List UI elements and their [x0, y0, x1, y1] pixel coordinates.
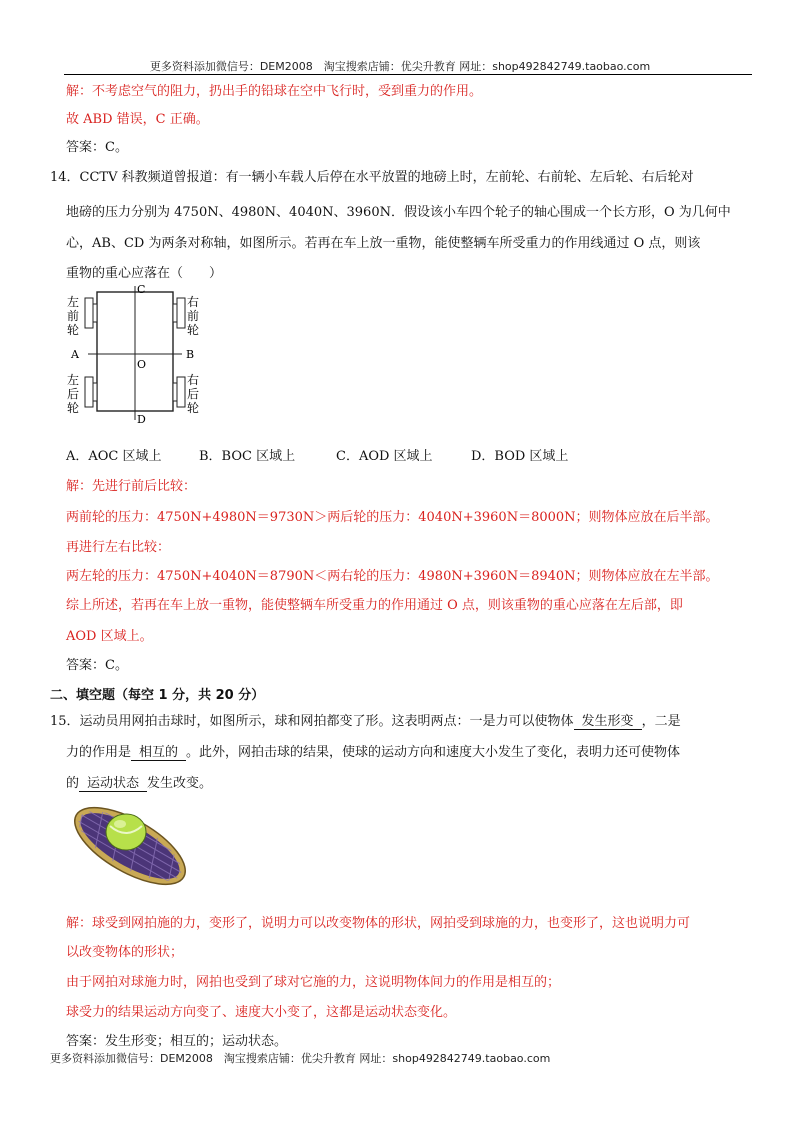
label-left-rear-1: 左 [67, 373, 80, 387]
q13-solution-line1: 解：不考虑空气的阻力，扔出手的铅球在空中飞行时，受到重力的作用。 [66, 84, 483, 99]
q15-stem-c: 力的作用是 [66, 745, 132, 760]
page-header: 更多资料添加微信号：DEM2008 淘宝搜索店铺：优尖升教育 网址：shop492842749.taobao.com [149, 60, 651, 73]
label-c: C [137, 283, 146, 296]
q14-solution-line5: 综上所述，若再在车上放一重物，能使整辆车所受重力的作用通过 O 点，则该重物的重心应落在左后部，即 [66, 598, 683, 613]
q14-option-a: A．AOC 区域上 [66, 449, 162, 464]
q14-stem-line4: 重物的重心应落在（ ） [66, 266, 223, 281]
q14-solution-line3: 再进行左右比较： [66, 540, 171, 555]
q14-solution-line6: AOD 区域上。 [66, 629, 153, 644]
label-right-rear-2: 后 [187, 387, 200, 401]
label-left-front-1: 左 [67, 295, 80, 309]
label-left-rear-3: 轮 [67, 401, 80, 415]
q14-options [66, 445, 568, 464]
q15-stem-f: 发生改变。 [147, 776, 213, 791]
label-d: D [137, 413, 146, 426]
q14-solution-line2: 两前轮的压力：4750N+4980N＝9730N＞两后轮的压力：4040N+3960N＝8000N；则物体应放在后半部。 [66, 510, 719, 525]
q15-solution-line4: 球受力的结果运动方向变了、速度大小变了，这都是运动状态变化。 [66, 1005, 457, 1020]
q15-stem-line2 [66, 741, 680, 761]
label-a: A [71, 348, 79, 361]
left-front-wheel [85, 298, 93, 328]
label-left-front-3: 轮 [67, 323, 80, 337]
q15-answer: 答案：发生形变；相互的；运动状态。 [66, 1034, 288, 1049]
q14-answer: 答案：C。 [66, 658, 128, 673]
label-left-rear-2: 后 [67, 387, 80, 401]
label-right-front-2: 前 [187, 309, 200, 323]
q15-blank-1: 发生形变 [574, 710, 642, 730]
q15-solution-line1: 解：球受到网拍施的力，变形了，说明力可以改变物体的形状，网拍受到球施的力，也变形了，这也说明力可 [66, 916, 691, 931]
right-front-wheel [177, 298, 185, 328]
q15-blank-3: 运动状态 [79, 772, 147, 792]
label-b: B [186, 348, 195, 361]
q14-stem-line2: 地磅的压力分别为 4750N、4980N、4040N、3960N．假设该小车四个轮子的轴心围成一个长方形，O 为几何中 [66, 205, 731, 220]
q15-solution-line2: 以改变物体的形状； [66, 945, 184, 960]
tennis-ball [106, 814, 146, 850]
label-right-front-3: 轮 [187, 323, 200, 337]
q15-solution-line3: 由于网拍对球施力时，网拍也受到了球对它施的力，这说明物体间力的作用是相互的； [66, 975, 561, 990]
label-right-front-1: 右 [187, 295, 200, 309]
label-left-front-2: 前 [67, 309, 80, 323]
q14-option-b: B．BOC 区域上 [199, 449, 296, 464]
q13-solution-line2: 故 ABD 错误，C 正确。 [66, 112, 209, 127]
q15-stem-e: 的 [66, 776, 80, 791]
q14-option-d: D．BOD 区域上 [471, 449, 569, 464]
q15-stem-line1 [50, 710, 681, 730]
q13-answer: 答案：C。 [66, 140, 128, 155]
right-rear-wheel [177, 377, 185, 407]
page-footer: 更多资料添加微信号：DEM2008 淘宝搜索店铺：优尖升教育 网址：shop492842749.taobao.com [50, 1052, 551, 1065]
q14-option-c: C．AOD 区域上 [336, 449, 433, 464]
car-wheel-diagram [60, 282, 205, 427]
q15-stem-d: 。此外，网拍击球的结果，使球的运动方向和速度大小发生了变化，表明力还可使物体 [186, 745, 681, 760]
header-divider [64, 74, 752, 75]
label-right-rear-3: 轮 [187, 401, 200, 415]
q15-blank-2: 相互的 [131, 741, 186, 761]
q14-solution-line1: 解：先进行前后比较： [66, 479, 197, 494]
q15-stem-line3 [66, 772, 212, 792]
section-title-fill-in: 二、填空题（每空 1 分，共 20 分） [50, 688, 265, 703]
racket-ball-illustration [66, 796, 196, 894]
left-rear-wheel [85, 377, 93, 407]
label-o: O [137, 358, 147, 371]
label-right-rear-1: 右 [187, 373, 200, 387]
q14-solution-line4: 两左轮的压力：4750N+4040N＝8790N＜两右轮的压力：4980N+3960N＝8940N；则物体应放在左半部。 [66, 569, 719, 584]
q15-stem-a: 15．运动员用网拍击球时，如图所示，球和网拍都变了形。这表明两点：一是力可以使物体 [50, 714, 574, 729]
q14-stem-line1: 14．CCTV 科教频道曾报道：有一辆小车载人后停在水平放置的地磅上时，左前轮、右前轮、左后轮、右后轮对 [50, 170, 694, 185]
q15-stem-b: ，二是 [641, 714, 681, 729]
q14-stem-line3: 心，AB、CD 为两条对称轴，如图所示。若再在车上放一重物，能使整辆车所受重力的作用线通过 O 点，则该 [66, 236, 701, 251]
